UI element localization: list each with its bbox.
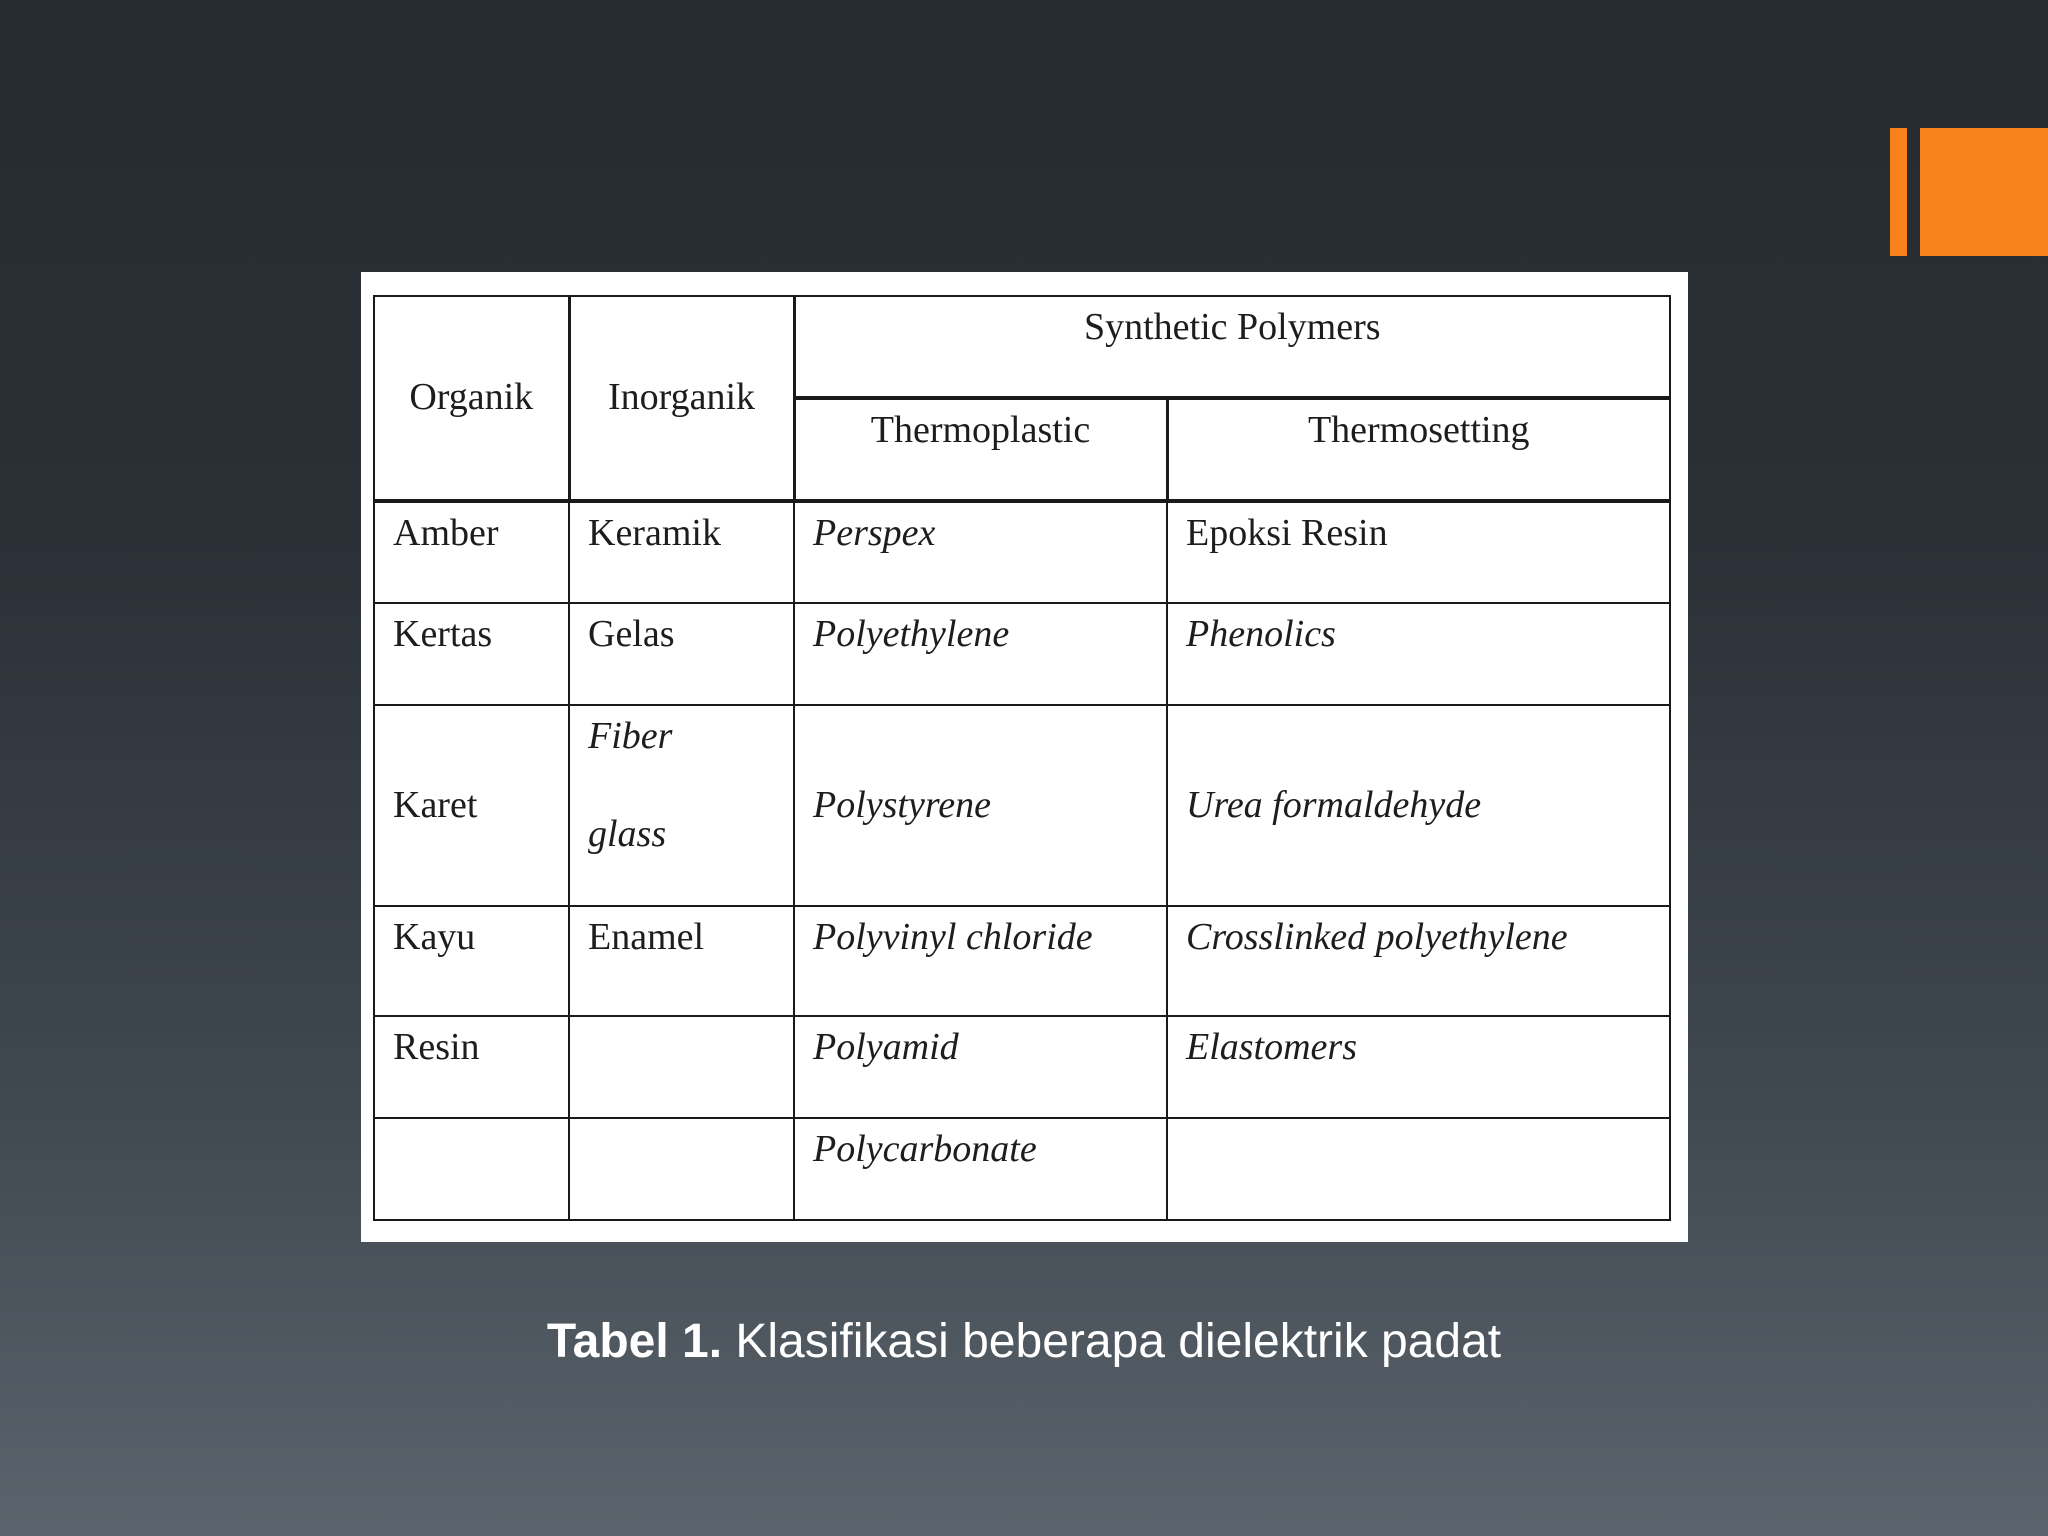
- cell-thermoplastic: Polyamid: [794, 1016, 1167, 1118]
- cell-inorganik: [569, 1118, 794, 1220]
- cell-inorganik: [569, 705, 794, 906]
- accent-bar-thin: [1890, 128, 1907, 256]
- cell-inorganik: Enamel: [569, 906, 794, 1016]
- caption-label: Tabel 1.: [546, 1315, 723, 1368]
- caption-text: Klasifikasi beberapa dielektrik padat: [722, 1315, 1502, 1368]
- cell-thermoplastic: Polystyrene: [794, 705, 1167, 906]
- table-row: [374, 1016, 1670, 1118]
- cell-thermosetting: Elastomers: [1167, 1016, 1670, 1118]
- cell-thermoplastic: Polyvinyl chloride: [794, 906, 1167, 1016]
- header-thermosetting: Thermosetting: [1167, 398, 1670, 501]
- cell-inorganik-line2: glass: [588, 812, 667, 855]
- header-organik: Organik: [374, 296, 569, 501]
- table-row: [374, 1118, 1670, 1220]
- header-thermoplastic: Thermoplastic: [794, 398, 1167, 501]
- table-row: [374, 603, 1670, 705]
- cell-thermosetting: Crosslinked polyethylene: [1167, 906, 1670, 1016]
- cell-inorganik: [569, 1016, 794, 1118]
- cell-thermosetting: [1167, 1118, 1670, 1220]
- table-row: [374, 705, 1670, 906]
- cell-thermosetting: Epoksi Resin: [1167, 501, 1670, 603]
- cell-inorganik: Keramik: [569, 501, 794, 603]
- table-row: [374, 906, 1670, 1016]
- dielectric-classification-table: [373, 295, 1671, 1221]
- cell-inorganik: Gelas: [569, 603, 794, 705]
- cell-organik: Kertas: [374, 603, 569, 705]
- cell-thermoplastic: Polycarbonate: [794, 1118, 1167, 1220]
- cell-thermoplastic: Polyethylene: [794, 603, 1167, 705]
- cell-organik: Resin: [374, 1016, 569, 1118]
- cell-organik: [374, 1118, 569, 1220]
- accent-bar-block: [1920, 128, 2048, 256]
- cell-organik: Karet: [374, 705, 569, 906]
- cell-organik: Amber: [374, 501, 569, 603]
- header-synthetic-polymers: Synthetic Polymers: [794, 296, 1670, 398]
- cell-thermoplastic: Perspex: [794, 501, 1167, 603]
- table-image: [361, 272, 1688, 1242]
- cell-organik: Kayu: [374, 906, 569, 1016]
- cell-thermosetting: Phenolics: [1167, 603, 1670, 705]
- cell-inorganik-line1: Fiber: [588, 715, 673, 757]
- header-inorganik: Inorganik: [569, 296, 794, 501]
- table-caption: [0, 1314, 2048, 1369]
- cell-thermosetting: Urea formaldehyde: [1167, 705, 1670, 906]
- table-row: [374, 501, 1670, 603]
